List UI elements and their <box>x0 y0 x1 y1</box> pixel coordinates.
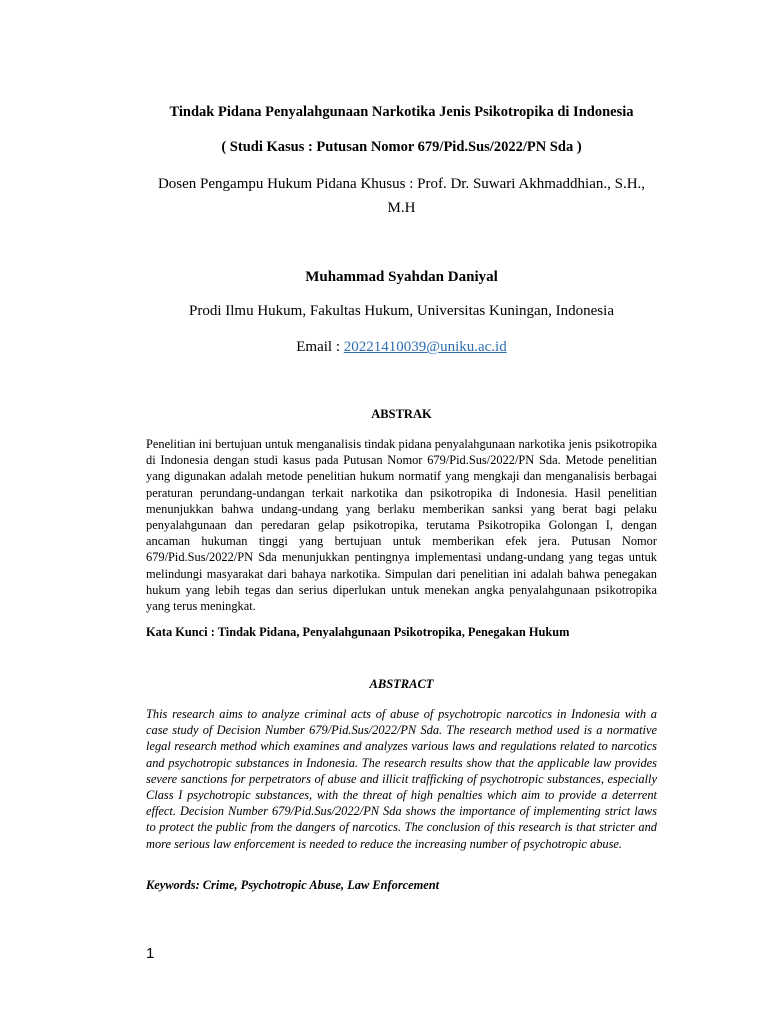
abstract-keywords: Keywords: Crime, Psychotropic Abuse, Law Enforcement <box>146 878 440 892</box>
abstrak-body: Penelitian ini bertujuan untuk menganalisis tindak pidana penyalahgunaan narkotika jenis psikotropika di Indonesia dengan studi kasus pada Putusan Nomor 679/Pid.Sus/2022/PN Sda. Metode penelitian yang digunakan adalah metode penelitian hukum normatif yang mengkaji dan menganalisis berbagai peraturan perundang-undangan terkait narkotika dan psikotropika di Indonesia. Hasil penelitian menunjukkan bahwa undang-undang yang berlaku memberikan sanksi yang berat bagi pelaku penyalahgunaan dan peredaran gelap psikotropika, terutama Psikotropika Golongan I, dengan ancaman hukuman tinggi yang bertujuan untuk memberikan efek jera. Putusan Nomor 679/Pid.Sus/2022/PN Sda menunjukkan pentingnya implementasi undang-undang yang tegas untuk melindungi masyarakat dari bahaya narkotika. Simpulan dari penelitian ini adalah bahwa penegakan hukum yang lebih tegas dan serius diperlukan untuk menekan angka penyalahgunaan psikotropika yang terus meningkat. <box>146 437 657 614</box>
email-label: Email : <box>296 339 344 355</box>
document-page <box>146 0 657 1024</box>
lecturer-line: Dosen Pengampu Hukum Pidana Khusus : Prof. Dr. Suwari Akhmaddhian., S.H., M.H <box>157 176 646 216</box>
email-link[interactable]: 20221410039@uniku.ac.id <box>343 339 507 355</box>
abstract-body: This research aims to analyze criminal acts of abuse of psychotropic narcotics in Indonesia with a case study of Decision Number 679/Pid.Sus/2022/PN Sda. The research method used is a normative legal research method which examines and analyzes various laws and regulations related to narcotics and psychotropic substances in Indonesia. The research results show that the applicable law provides severe sanctions for perpetrators of abuse and illicit trafficking of psychotropic substances, especially Class I psychotropic substances, with the threat of high penalties which aim to provide a deterrent effect. Decision Number 679/Pid.Sus/2022/PN Sda shows the importance of implementing strict laws to protect the public from the dangers of narcotics. The conclusion of this research is that stricter and more serious law enforcement is needed to reduce the increasing number of psychotropic abuse. <box>146 707 657 851</box>
paper-title: Tindak Pidana Penyalahgunaan Narkotika Jenis Psikotropika di Indonesia <box>169 104 634 120</box>
paper-subtitle: ( Studi Kasus : Putusan Nomor 679/Pid.Sus/2022/PN Sda ) <box>221 139 582 155</box>
abstrak-heading: ABSTRAK <box>371 407 432 421</box>
author-name: Muhammad Syahdan Daniyal <box>305 269 498 285</box>
page-number: 1 <box>146 945 155 962</box>
author-email-line <box>146 337 657 357</box>
abstrak-keywords: Kata Kunci : Tindak Pidana, Penyalahgunaan Psikotropika, Penegakan Hukum <box>146 625 570 639</box>
abstract-heading: ABSTRACT <box>369 677 434 691</box>
author-affiliation: Prodi Ilmu Hukum, Fakultas Hukum, Universitas Kuningan, Indonesia <box>189 303 614 319</box>
